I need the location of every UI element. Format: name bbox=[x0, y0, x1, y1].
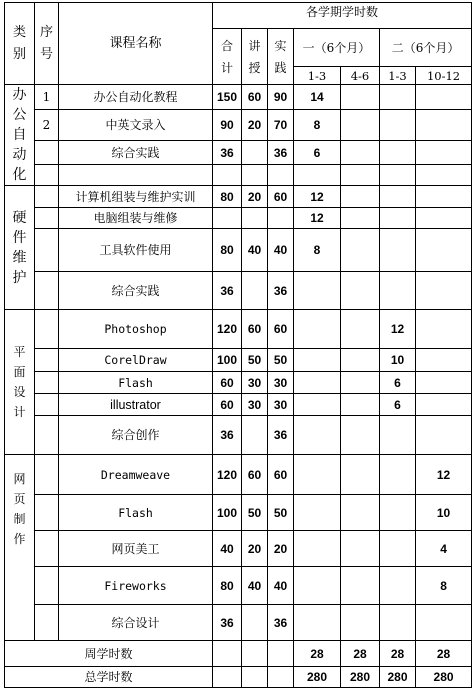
total-cell: 80 bbox=[213, 186, 242, 208]
header-category: 类别 bbox=[13, 24, 27, 62]
empty-cell bbox=[268, 641, 294, 667]
term-hours-cell bbox=[416, 272, 472, 310]
table-row bbox=[5, 531, 472, 567]
header-practice-cell bbox=[268, 29, 294, 85]
term-hours-cell bbox=[416, 372, 472, 394]
category-label: 办公自动化 bbox=[12, 87, 28, 183]
lecture-cell: 40 bbox=[242, 567, 268, 605]
term-hours-cell bbox=[294, 605, 341, 641]
header-practice: 实践 bbox=[274, 38, 287, 75]
term-hours-cell bbox=[416, 416, 472, 455]
seq-cell bbox=[35, 272, 59, 310]
seq-cell bbox=[35, 394, 59, 416]
course-name-cell: CorelDraw bbox=[59, 349, 213, 372]
header-month-4: 10-12 bbox=[416, 67, 472, 85]
table-row bbox=[5, 272, 472, 310]
term-hours-cell bbox=[380, 605, 416, 641]
category-cell-web bbox=[5, 455, 35, 641]
term-hours-cell bbox=[341, 165, 380, 186]
practice-cell: 36 bbox=[268, 416, 294, 455]
table-row bbox=[5, 605, 472, 641]
practice-cell: 60 bbox=[268, 455, 294, 495]
term-hours-cell bbox=[416, 85, 472, 110]
header-month-3: 1-3 bbox=[380, 67, 416, 85]
term-hours-cell bbox=[380, 416, 416, 455]
total-cell: 150 bbox=[213, 85, 242, 110]
term-hours-cell bbox=[416, 208, 472, 229]
weekly-hours-value: 28 bbox=[416, 641, 472, 667]
term-hours-cell bbox=[416, 605, 472, 641]
header-term2: 二（6个月） bbox=[380, 29, 472, 67]
header-course: 课程名称 bbox=[59, 3, 213, 85]
seq-cell bbox=[35, 605, 59, 641]
term-hours-cell bbox=[380, 208, 416, 229]
term-hours-cell bbox=[341, 140, 380, 164]
header-total-cell bbox=[213, 29, 242, 85]
term-hours-cell bbox=[341, 495, 380, 531]
table-row bbox=[5, 208, 472, 229]
weekly-hours-value: 28 bbox=[294, 641, 341, 667]
seq-cell bbox=[35, 310, 59, 349]
seq-cell bbox=[35, 349, 59, 372]
empty-cell bbox=[268, 667, 294, 688]
total-hours-label: 总学时数 bbox=[5, 667, 213, 688]
seq-cell bbox=[35, 567, 59, 605]
practice-cell: 30 bbox=[268, 372, 294, 394]
practice-cell: 60 bbox=[268, 310, 294, 349]
term-hours-cell bbox=[380, 272, 416, 310]
header-seq-cell bbox=[35, 3, 59, 85]
course-name-cell: 综合实践 bbox=[59, 272, 213, 310]
header-month-1: 1-3 bbox=[294, 67, 341, 85]
header-total: 合计 bbox=[220, 38, 233, 75]
table-row bbox=[5, 372, 472, 394]
lecture-cell: 50 bbox=[242, 495, 268, 531]
header-seq: 序号 bbox=[40, 24, 54, 62]
total-cell: 80 bbox=[213, 229, 242, 272]
term-hours-cell bbox=[341, 349, 380, 372]
lecture-cell: 20 bbox=[242, 531, 268, 567]
total-hours-value: 280 bbox=[341, 667, 380, 688]
total-cell: 36 bbox=[213, 272, 242, 310]
header-term1: 一（6个月） bbox=[294, 29, 380, 67]
course-name-cell: 中英文录入 bbox=[59, 110, 213, 141]
total-cell: 120 bbox=[213, 455, 242, 495]
lecture-cell: 30 bbox=[242, 372, 268, 394]
term-hours-cell: 8 bbox=[294, 110, 341, 141]
term-hours-cell bbox=[380, 567, 416, 605]
practice-cell: 40 bbox=[268, 229, 294, 272]
total-cell: 100 bbox=[213, 349, 242, 372]
term-hours-cell bbox=[416, 310, 472, 349]
course-name-cell bbox=[59, 165, 213, 186]
table-row bbox=[5, 495, 472, 531]
practice-cell: 50 bbox=[268, 495, 294, 531]
header-row-1 bbox=[5, 3, 472, 29]
lecture-cell bbox=[242, 165, 268, 186]
practice-cell: 50 bbox=[268, 349, 294, 372]
term-hours-cell bbox=[294, 272, 341, 310]
lecture-cell bbox=[242, 208, 268, 229]
course-name-cell: Flash bbox=[59, 372, 213, 394]
lecture-cell: 40 bbox=[242, 229, 268, 272]
total-hours-value: 280 bbox=[294, 667, 341, 688]
course-name-cell: Fireworks bbox=[59, 567, 213, 605]
term-hours-cell bbox=[294, 455, 341, 495]
lecture-cell: 60 bbox=[242, 455, 268, 495]
practice-cell: 36 bbox=[268, 272, 294, 310]
course-name-cell: Photoshop bbox=[59, 310, 213, 349]
total-cell bbox=[213, 165, 242, 186]
term-hours-cell bbox=[341, 605, 380, 641]
weekly-hours-label: 周学时数 bbox=[5, 641, 213, 667]
total-cell: 120 bbox=[213, 310, 242, 349]
category-label: 平面设计 bbox=[13, 345, 26, 419]
term-hours-cell bbox=[294, 349, 341, 372]
lecture-cell bbox=[242, 272, 268, 310]
practice-cell: 36 bbox=[268, 605, 294, 641]
lecture-cell: 50 bbox=[242, 349, 268, 372]
term-hours-cell bbox=[416, 229, 472, 272]
course-name-cell: Dreamweave bbox=[59, 455, 213, 495]
empty-cell bbox=[213, 641, 242, 667]
course-hours-table bbox=[4, 2, 472, 688]
term-hours-cell bbox=[416, 186, 472, 208]
course-name-cell: 电脑组装与维修 bbox=[59, 208, 213, 229]
term-hours-cell: 12 bbox=[380, 310, 416, 349]
header-hours-title-cell bbox=[213, 3, 472, 29]
term-hours-cell: 12 bbox=[294, 208, 341, 229]
table-row bbox=[5, 186, 472, 208]
term-hours-cell: 10 bbox=[380, 349, 416, 372]
practice-cell bbox=[268, 165, 294, 186]
total-cell bbox=[213, 208, 242, 229]
term-hours-cell bbox=[341, 229, 380, 272]
table-row bbox=[5, 567, 472, 605]
total-cell: 80 bbox=[213, 567, 242, 605]
course-name-cell: 综合实践 bbox=[59, 140, 213, 164]
term-hours-cell bbox=[341, 567, 380, 605]
term-hours-cell bbox=[380, 229, 416, 272]
term-hours-cell bbox=[341, 272, 380, 310]
term-hours-cell bbox=[380, 165, 416, 186]
course-name-cell: 计算机组装与维护实训 bbox=[59, 186, 213, 208]
practice-cell: 30 bbox=[268, 394, 294, 416]
seq-cell bbox=[35, 229, 59, 272]
term-hours-cell bbox=[380, 455, 416, 495]
term-hours-cell: 14 bbox=[294, 85, 341, 110]
seq-cell bbox=[35, 372, 59, 394]
total-hours-row bbox=[5, 667, 472, 688]
table-row bbox=[5, 349, 472, 372]
term-hours-cell: 8 bbox=[416, 567, 472, 605]
term-hours-cell bbox=[294, 567, 341, 605]
course-name-cell: Flash bbox=[59, 495, 213, 531]
term-hours-cell bbox=[380, 531, 416, 567]
total-cell: 100 bbox=[213, 495, 242, 531]
lecture-cell bbox=[242, 140, 268, 164]
seq-cell bbox=[35, 495, 59, 531]
header-hours-title: 各学期学时数 bbox=[306, 5, 379, 19]
table-row bbox=[5, 310, 472, 349]
term-hours-cell bbox=[416, 110, 472, 141]
seq-cell bbox=[35, 416, 59, 455]
seq-cell: 2 bbox=[35, 110, 59, 141]
total-hours-value: 280 bbox=[380, 667, 416, 688]
term-hours-cell bbox=[380, 110, 416, 141]
term-hours-cell: 4 bbox=[416, 531, 472, 567]
term-hours-cell bbox=[341, 372, 380, 394]
term-hours-cell bbox=[341, 85, 380, 110]
practice-cell bbox=[268, 208, 294, 229]
term-hours-cell: 6 bbox=[380, 372, 416, 394]
total-cell: 40 bbox=[213, 531, 242, 567]
total-cell: 36 bbox=[213, 605, 242, 641]
total-cell: 60 bbox=[213, 372, 242, 394]
term-hours-cell: 6 bbox=[380, 394, 416, 416]
lecture-cell: 20 bbox=[242, 186, 268, 208]
term-hours-cell bbox=[294, 495, 341, 531]
total-cell: 90 bbox=[213, 110, 242, 141]
lecture-cell: 30 bbox=[242, 394, 268, 416]
course-name-cell: illustrator bbox=[59, 394, 213, 416]
category-label: 硬件维护 bbox=[12, 209, 28, 286]
total-hours-value: 280 bbox=[416, 667, 472, 688]
term-hours-cell: 10 bbox=[416, 495, 472, 531]
course-name-cell: 综合设计 bbox=[59, 605, 213, 641]
table-row bbox=[5, 394, 472, 416]
course-name-cell: 工具软件使用 bbox=[59, 229, 213, 272]
course-name-cell: 办公自动化教程 bbox=[59, 85, 213, 110]
empty-cell bbox=[213, 667, 242, 688]
table-row bbox=[5, 140, 472, 164]
term-hours-cell bbox=[341, 394, 380, 416]
header-month-2: 4-6 bbox=[341, 67, 380, 85]
term-hours-cell bbox=[341, 531, 380, 567]
table-row bbox=[5, 165, 472, 186]
seq-cell bbox=[35, 208, 59, 229]
term-hours-cell: 6 bbox=[294, 140, 341, 164]
term-hours-cell bbox=[341, 416, 380, 455]
term-hours-cell bbox=[341, 208, 380, 229]
practice-cell: 20 bbox=[268, 531, 294, 567]
term-hours-cell bbox=[294, 531, 341, 567]
term-hours-cell bbox=[294, 416, 341, 455]
seq-cell: 1 bbox=[35, 85, 59, 110]
term-hours-cell bbox=[416, 349, 472, 372]
lecture-cell bbox=[242, 605, 268, 641]
header-lecture-cell bbox=[242, 29, 268, 85]
course-name-cell: 综合创作 bbox=[59, 416, 213, 455]
term-hours-cell bbox=[380, 186, 416, 208]
table-row bbox=[5, 85, 472, 110]
lecture-cell: 60 bbox=[242, 85, 268, 110]
term-hours-cell bbox=[380, 495, 416, 531]
category-cell-hardware bbox=[5, 186, 35, 310]
lecture-cell bbox=[242, 416, 268, 455]
seq-cell bbox=[35, 165, 59, 186]
total-cell: 36 bbox=[213, 416, 242, 455]
weekly-hours-value: 28 bbox=[341, 641, 380, 667]
term-hours-cell bbox=[341, 110, 380, 141]
table-row bbox=[5, 229, 472, 272]
practice-cell: 40 bbox=[268, 567, 294, 605]
term-hours-cell bbox=[341, 310, 380, 349]
term-hours-cell bbox=[416, 140, 472, 164]
seq-cell bbox=[35, 531, 59, 567]
term-hours-cell bbox=[294, 165, 341, 186]
practice-cell: 36 bbox=[268, 140, 294, 164]
category-label: 网页制作 bbox=[13, 472, 26, 546]
total-cell: 36 bbox=[213, 140, 242, 164]
category-cell-office bbox=[5, 85, 35, 186]
practice-cell: 60 bbox=[268, 186, 294, 208]
lecture-cell: 20 bbox=[242, 110, 268, 141]
table-row bbox=[5, 416, 472, 455]
header-lecture: 讲授 bbox=[248, 38, 261, 75]
course-name-cell: 网页美工 bbox=[59, 531, 213, 567]
term-hours-cell: 8 bbox=[294, 229, 341, 272]
practice-cell: 90 bbox=[268, 85, 294, 110]
lecture-cell: 60 bbox=[242, 310, 268, 349]
term-hours-cell: 12 bbox=[294, 186, 341, 208]
category-cell-graphic bbox=[5, 310, 35, 455]
term-hours-cell bbox=[416, 165, 472, 186]
seq-cell bbox=[35, 455, 59, 495]
table-row bbox=[5, 455, 472, 495]
table-row bbox=[5, 110, 472, 141]
total-cell: 60 bbox=[213, 394, 242, 416]
term-hours-cell bbox=[341, 186, 380, 208]
seq-cell bbox=[35, 186, 59, 208]
term-hours-cell bbox=[380, 85, 416, 110]
term-hours-cell: 12 bbox=[416, 455, 472, 495]
seq-cell bbox=[35, 140, 59, 164]
empty-cell bbox=[242, 641, 268, 667]
weekly-hours-row bbox=[5, 641, 472, 667]
term-hours-cell bbox=[294, 372, 341, 394]
term-hours-cell bbox=[416, 394, 472, 416]
term-hours-cell bbox=[341, 455, 380, 495]
header-category-cell bbox=[5, 3, 35, 85]
term-hours-cell bbox=[380, 140, 416, 164]
term-hours-cell bbox=[294, 310, 341, 349]
term-hours-cell bbox=[294, 394, 341, 416]
empty-cell bbox=[242, 667, 268, 688]
weekly-hours-value: 28 bbox=[380, 641, 416, 667]
practice-cell: 70 bbox=[268, 110, 294, 141]
